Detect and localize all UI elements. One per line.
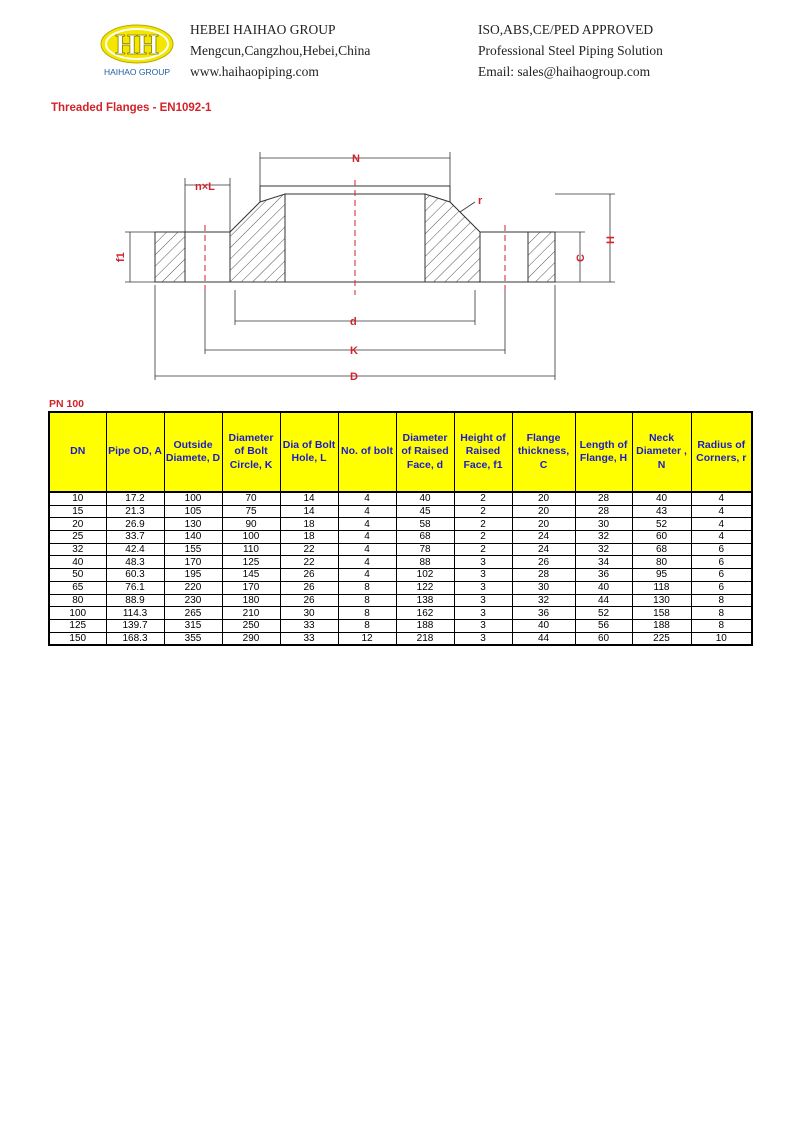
table-cell: 155 [164, 543, 222, 556]
table-row [49, 556, 752, 569]
table-row [49, 518, 752, 531]
table-cell: 30 [512, 581, 575, 594]
table-cell: 30 [575, 518, 632, 531]
table-cell: 15 [49, 505, 106, 518]
col-raised-face-height: Height of Raised Face, f1 [454, 412, 512, 492]
left-hatch-outer [155, 232, 185, 282]
table-cell: 100 [49, 607, 106, 620]
table-cell: 8 [338, 594, 396, 607]
flange-table [48, 411, 753, 646]
table-cell: 90 [222, 518, 280, 531]
table-cell: 25 [49, 531, 106, 544]
table-cell: 22 [280, 543, 338, 556]
table-cell: 4 [338, 518, 396, 531]
table-cell: 21.3 [106, 505, 164, 518]
table-cell: 4 [338, 543, 396, 556]
table-cell: 32 [512, 594, 575, 607]
table-cell: 32 [49, 543, 106, 556]
table-cell: 3 [454, 569, 512, 582]
flange-drawing [100, 140, 640, 390]
table-cell: 4 [691, 492, 752, 505]
table-cell: 14 [280, 492, 338, 505]
table-cell: 95 [632, 569, 691, 582]
table-cell: 58 [396, 518, 454, 531]
table-cell: 68 [632, 543, 691, 556]
tagline-text: Professional Steel Piping Solution [478, 43, 663, 58]
table-cell: 158 [632, 607, 691, 620]
table-cell: 40 [632, 492, 691, 505]
table-cell: 4 [338, 505, 396, 518]
table-cell: 88.9 [106, 594, 164, 607]
table-cell: 33 [280, 619, 338, 632]
table-cell: 8 [338, 581, 396, 594]
approval-text: ISO,ABS,CE/PED APPROVED [478, 22, 654, 37]
table-cell: 36 [575, 569, 632, 582]
table-cell: 2 [454, 505, 512, 518]
table-cell: 52 [632, 518, 691, 531]
table-cell: 28 [512, 569, 575, 582]
table-cell: 3 [454, 556, 512, 569]
table-cell: 138 [396, 594, 454, 607]
label-d-big: D [350, 371, 358, 383]
table-cell: 45 [396, 505, 454, 518]
table-row [49, 569, 752, 582]
table-cell: 56 [575, 619, 632, 632]
table-row [49, 543, 752, 556]
table-header-row [49, 412, 752, 492]
table-cell: 40 [49, 556, 106, 569]
col-outside-diameter: Outside Diamete, D [164, 412, 222, 492]
col-pipe-od: Pipe OD, A [106, 412, 164, 492]
page-title: Threaded Flanges - EN1092-1 [51, 102, 212, 114]
table-row [49, 594, 752, 607]
table-cell: 2 [454, 543, 512, 556]
table-cell: 65 [49, 581, 106, 594]
table-cell: 24 [512, 543, 575, 556]
table-cell: 188 [396, 619, 454, 632]
table-cell: 40 [575, 581, 632, 594]
table-cell: 44 [512, 632, 575, 645]
table-cell: 130 [164, 518, 222, 531]
table-cell: 26 [280, 581, 338, 594]
table-cell: 114.3 [106, 607, 164, 620]
table-cell: 170 [222, 581, 280, 594]
table-cell: 28 [575, 492, 632, 505]
table-cell: 162 [396, 607, 454, 620]
table-cell: 52 [575, 607, 632, 620]
table-row [49, 619, 752, 632]
table-cell: 122 [396, 581, 454, 594]
company-name: HEBEI HAIHAO GROUP [190, 22, 336, 37]
right-hatch-outer [528, 232, 555, 282]
col-bolt-count: No. of bolt [338, 412, 396, 492]
table-cell: 44 [575, 594, 632, 607]
col-dn: DN [49, 412, 106, 492]
label-f1: f1 [115, 252, 127, 262]
table-cell: 26 [280, 594, 338, 607]
logo-caption: HAIHAO GROUP [103, 67, 171, 77]
table-cell: 290 [222, 632, 280, 645]
table-cell: 60 [632, 531, 691, 544]
table-cell: 145 [222, 569, 280, 582]
table-cell: 195 [164, 569, 222, 582]
col-bolt-circle: Diameter of Bolt Circle, K [222, 412, 280, 492]
table-cell: 36 [512, 607, 575, 620]
table-cell: 218 [396, 632, 454, 645]
company-credentials [478, 19, 663, 82]
table-cell: 4 [338, 569, 396, 582]
table-cell: 18 [280, 518, 338, 531]
table-cell: 26.9 [106, 518, 164, 531]
table-cell: 14 [280, 505, 338, 518]
table-cell: 75 [222, 505, 280, 518]
table-cell: 6 [691, 556, 752, 569]
table-cell: 125 [222, 556, 280, 569]
table-row [49, 505, 752, 518]
company-info [190, 19, 370, 82]
table-cell: 105 [164, 505, 222, 518]
table-cell: 10 [49, 492, 106, 505]
table-cell: 170 [164, 556, 222, 569]
table-row [49, 632, 752, 645]
table-cell: 70 [222, 492, 280, 505]
table-cell: 8 [338, 619, 396, 632]
table-cell: 3 [454, 594, 512, 607]
table-cell: 26 [280, 569, 338, 582]
table-cell: 80 [632, 556, 691, 569]
table-cell: 3 [454, 607, 512, 620]
table-cell: 140 [164, 531, 222, 544]
table-cell: 4 [338, 556, 396, 569]
label-nxl: n×L [195, 181, 215, 193]
table-cell: 4 [691, 518, 752, 531]
table-cell: 43 [632, 505, 691, 518]
table-cell: 20 [49, 518, 106, 531]
table-cell: 20 [512, 518, 575, 531]
table-row [49, 531, 752, 544]
table-cell: 34 [575, 556, 632, 569]
table-cell: 8 [691, 594, 752, 607]
table-cell: 100 [164, 492, 222, 505]
table-cell: 88 [396, 556, 454, 569]
left-hub [230, 194, 285, 282]
table-cell: 8 [338, 607, 396, 620]
table-cell: 76.1 [106, 581, 164, 594]
label-c: C [575, 254, 587, 262]
table-cell: 80 [49, 594, 106, 607]
table-body [49, 492, 752, 645]
table-cell: 2 [454, 492, 512, 505]
table-cell: 32 [575, 531, 632, 544]
table-cell: 8 [691, 607, 752, 620]
table-cell: 22 [280, 556, 338, 569]
table-cell: 118 [632, 581, 691, 594]
table-cell: 3 [454, 632, 512, 645]
table-cell: 12 [338, 632, 396, 645]
table-cell: 4 [691, 531, 752, 544]
col-bolt-hole: Dia of Bolt Hole, L [280, 412, 338, 492]
table-cell: 220 [164, 581, 222, 594]
table-cell: 4 [691, 505, 752, 518]
table-cell: 130 [632, 594, 691, 607]
table-cell: 17.2 [106, 492, 164, 505]
table-cell: 265 [164, 607, 222, 620]
table-cell: 102 [396, 569, 454, 582]
table-cell: 6 [691, 569, 752, 582]
table-cell: 355 [164, 632, 222, 645]
table-cell: 10 [691, 632, 752, 645]
table-cell: 210 [222, 607, 280, 620]
table-cell: 30 [280, 607, 338, 620]
table-row [49, 607, 752, 620]
table-cell: 33.7 [106, 531, 164, 544]
label-k: K [350, 345, 358, 357]
table-cell: 315 [164, 619, 222, 632]
table-cell: 50 [49, 569, 106, 582]
table-cell: 78 [396, 543, 454, 556]
table-cell: 3 [454, 619, 512, 632]
table-cell: 60.3 [106, 569, 164, 582]
table-cell: 40 [396, 492, 454, 505]
table-cell: 32 [575, 543, 632, 556]
table-cell: 4 [338, 531, 396, 544]
table-cell: 6 [691, 581, 752, 594]
col-neck-diameter: Neck Diameter , N [632, 412, 691, 492]
right-hub [425, 194, 480, 282]
table-cell: 4 [338, 492, 396, 505]
table-cell: 33 [280, 632, 338, 645]
col-raised-face-diameter: Diameter of Raised Face, d [396, 412, 454, 492]
table-cell: 6 [691, 543, 752, 556]
table-cell: 42.4 [106, 543, 164, 556]
svg-text:HH: HH [115, 30, 159, 61]
table-cell: 68 [396, 531, 454, 544]
company-address: Mengcun,Cangzhou,Hebei,China [190, 43, 371, 58]
table-cell: 100 [222, 531, 280, 544]
company-website[interactable]: www.haihaopiping.com [190, 64, 319, 79]
table-cell: 139.7 [106, 619, 164, 632]
table-cell: 18 [280, 531, 338, 544]
table-cell: 40 [512, 619, 575, 632]
table-row [49, 492, 752, 505]
table-cell: 26 [512, 556, 575, 569]
table-cell: 48.3 [106, 556, 164, 569]
table-cell: 60 [575, 632, 632, 645]
col-flange-length: Length of Flange, H [575, 412, 632, 492]
table-cell: 230 [164, 594, 222, 607]
table-cell: 168.3 [106, 632, 164, 645]
table-cell: 250 [222, 619, 280, 632]
table-cell: 3 [454, 581, 512, 594]
label-n: N [352, 153, 360, 165]
table-cell: 180 [222, 594, 280, 607]
table-cell: 188 [632, 619, 691, 632]
label-d-small: d [350, 316, 357, 328]
col-flange-thickness: Flange thickness, C [512, 412, 575, 492]
label-h: H [605, 236, 617, 244]
table-cell: 225 [632, 632, 691, 645]
table-cell: 8 [691, 619, 752, 632]
table-cell: 20 [512, 492, 575, 505]
bore [285, 194, 425, 282]
table-row [49, 581, 752, 594]
table-cell: 125 [49, 619, 106, 632]
table-cell: 150 [49, 632, 106, 645]
table-cell: 110 [222, 543, 280, 556]
table-cell: 2 [454, 531, 512, 544]
col-corner-radius: Radius of Corners, r [691, 412, 752, 492]
table-cell: 2 [454, 518, 512, 531]
table-cell: 24 [512, 531, 575, 544]
table-cell: 20 [512, 505, 575, 518]
company-email[interactable]: Email: sales@haihaogroup.com [478, 64, 651, 79]
label-r: r [478, 195, 483, 207]
pressure-class: PN 100 [49, 398, 85, 410]
table-cell: 28 [575, 505, 632, 518]
